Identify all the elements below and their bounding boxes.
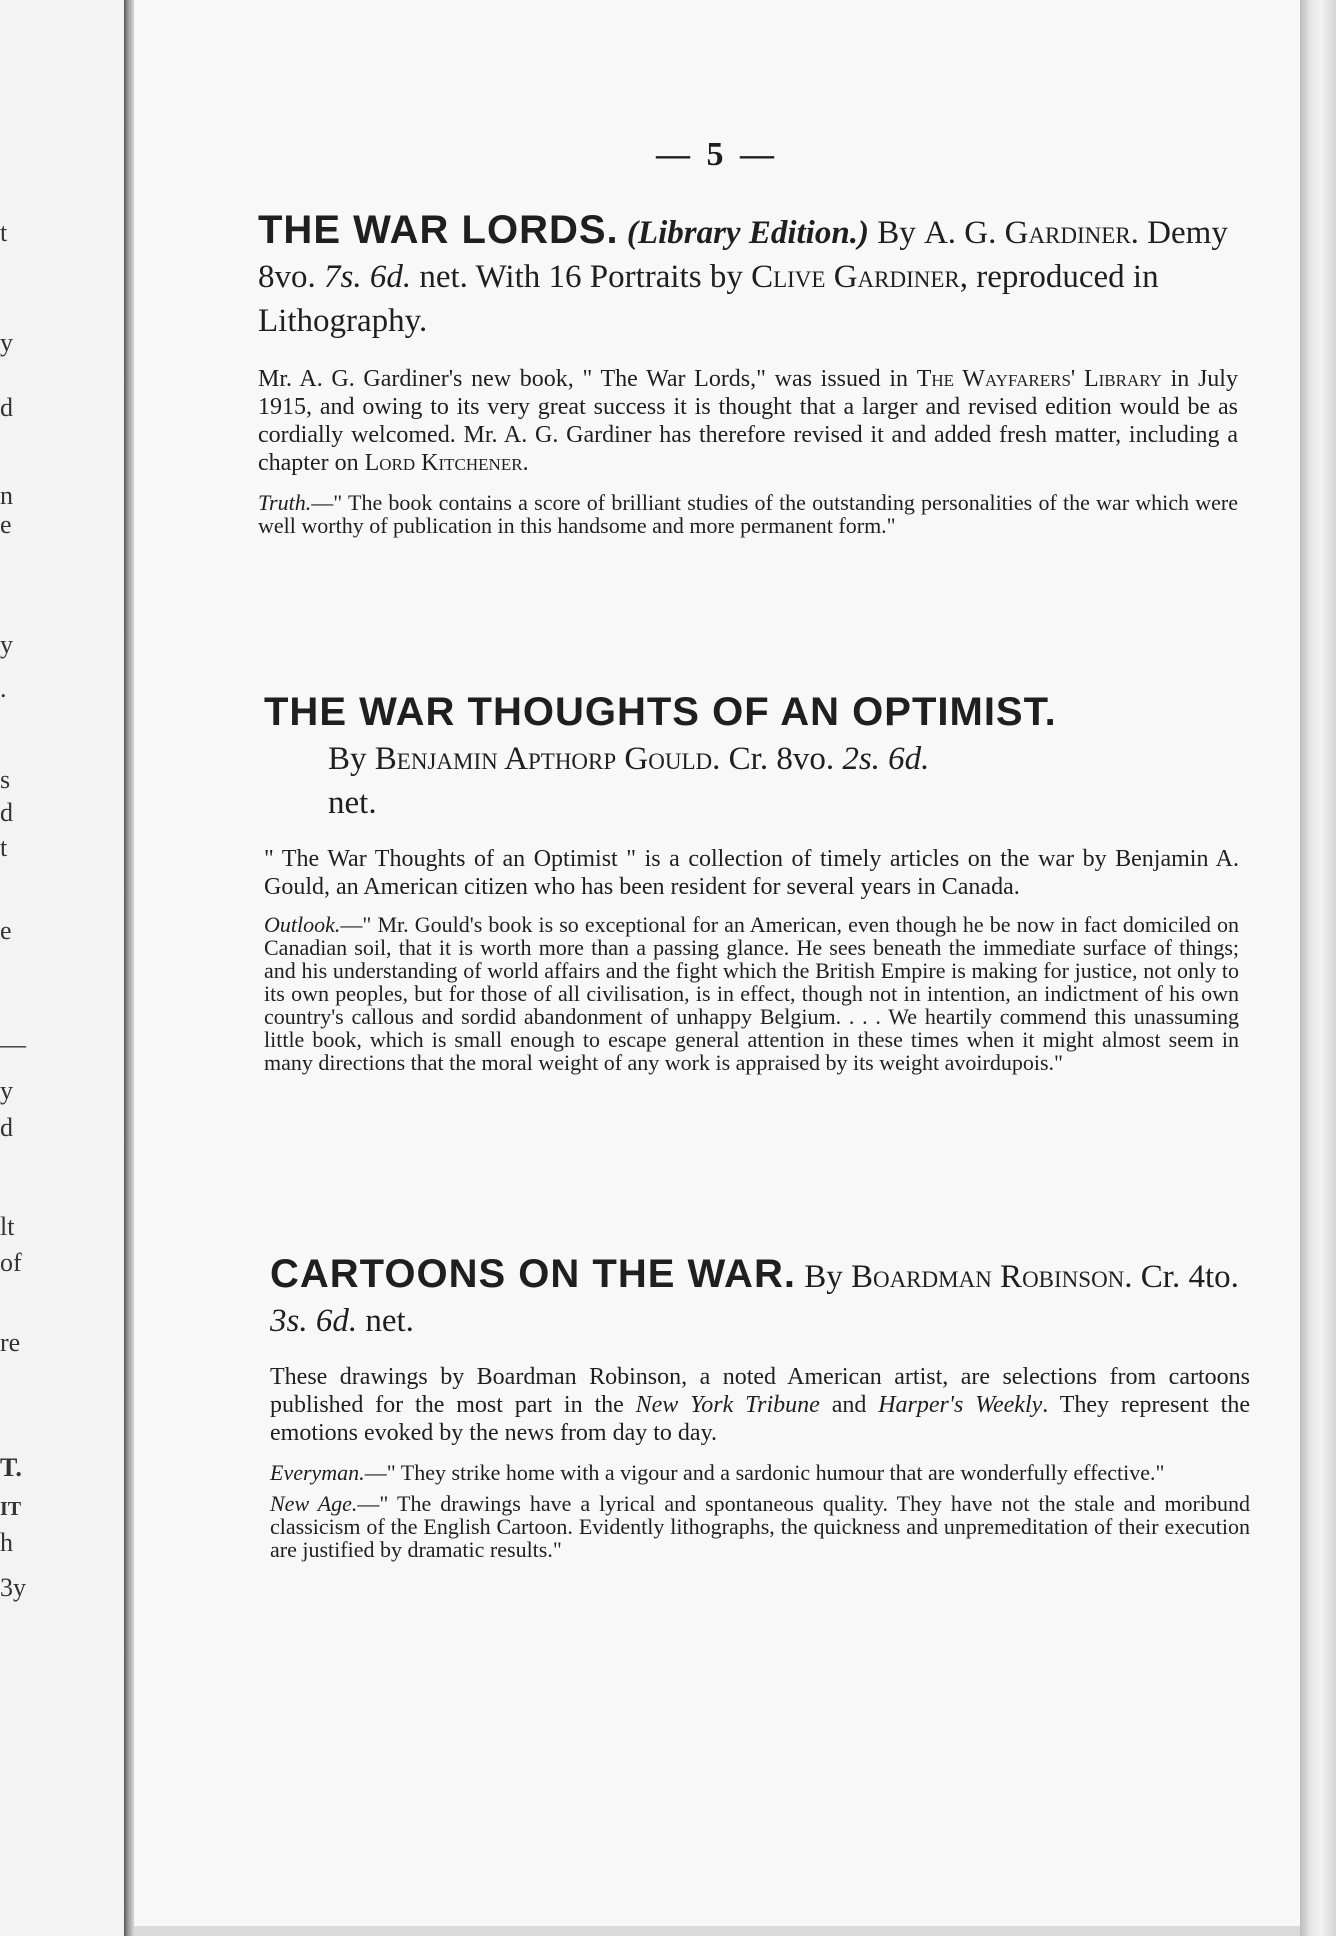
- series-name: The Wayfarers' Library: [916, 366, 1162, 392]
- page-edge: [1300, 0, 1336, 1936]
- review-source: Outlook.: [264, 912, 341, 937]
- book-entry-war-thoughts: [264, 690, 1239, 1074]
- margin-fragment: IT: [0, 1498, 22, 1520]
- description-text: and: [819, 1392, 879, 1418]
- publication-name: New York Tribune: [635, 1392, 820, 1418]
- book-format: Demy 8vo.: [258, 215, 1228, 295]
- margin-fragment: of: [0, 1248, 22, 1277]
- description-text: . They represent the emotions evoked by the news from day to day.: [270, 1392, 1251, 1446]
- margin-fragment: T.: [0, 1453, 22, 1482]
- review-quote: [264, 913, 1239, 1074]
- margin-fragment: t: [0, 218, 8, 247]
- price-suffix: net.: [365, 1303, 414, 1339]
- review-text: —" The drawings have a lyrical and spontaneous quality. They have not the stale and moribund classicism of the English Cartoon. Evidently lithographs, the quickness and unpremeditation of their execution are justified by dramatic results.": [270, 1491, 1250, 1562]
- margin-fragment: n: [0, 481, 13, 510]
- book-title: THE WAR THOUGHTS OF AN OPTIMIST.: [264, 690, 1057, 734]
- margin-fragment: y: [0, 328, 13, 357]
- book-format: Cr. 8vo.: [728, 741, 835, 777]
- book-title: THE WAR LORDS.: [258, 208, 619, 252]
- margin-fragment: d: [0, 1113, 13, 1142]
- author-name: Benjamin Apthorp Gould.: [374, 741, 721, 777]
- margin-fragment: re: [0, 1328, 21, 1357]
- margin-fragment: e: [0, 916, 12, 945]
- price-suffix: net.: [419, 259, 468, 295]
- margin-fragment: y: [0, 630, 13, 659]
- book-description: [258, 365, 1238, 477]
- margin-fragment: e: [0, 510, 12, 539]
- entry-heading: [258, 208, 1238, 343]
- author-name: Boardman Robinson.: [850, 1259, 1133, 1295]
- description-text: .: [522, 450, 529, 476]
- edition-note: (Library Edition.): [626, 215, 869, 251]
- page-bottom-edge: [134, 1926, 1300, 1936]
- book-title: CARTOONS ON THE WAR.: [270, 1252, 796, 1296]
- review-source: New Age.: [270, 1491, 358, 1516]
- book-price: 3s. 6d.: [270, 1303, 358, 1339]
- author-prefix: By: [804, 1259, 843, 1295]
- book-format: Cr. 4to.: [1140, 1259, 1239, 1295]
- margin-fragment: h: [0, 1528, 13, 1557]
- margin-fragment: s: [0, 765, 11, 794]
- chapter-name: Lord Kitchener: [364, 450, 523, 476]
- review-source: Everyman.: [270, 1460, 365, 1485]
- review-quote: [258, 491, 1238, 537]
- margin-fragment: —: [0, 1030, 26, 1059]
- book-entry-war-lords: [258, 208, 1238, 537]
- margin-fragment: lt: [0, 1212, 15, 1241]
- margin-fragment: d: [0, 393, 13, 422]
- margin-fragment: 3y: [0, 1573, 26, 1602]
- facing-page: [0, 0, 124, 1936]
- author-prefix: By: [328, 741, 367, 777]
- author-name: A. G. Gardiner.: [923, 215, 1139, 251]
- description-text: Mr. A. G. Gardiner's new book, " The War Lords," was issued in: [258, 366, 917, 392]
- book-price: 2s. 6d.: [842, 741, 930, 777]
- catalogue-page: [134, 0, 1300, 1926]
- review-text: —" The book contains a score of brilliant studies of the outstanding personalities of the war which were well worthy of publication in this handsome and more permanent form.": [258, 490, 1238, 538]
- review-quote: [270, 1492, 1250, 1561]
- page-number: — 5 —: [656, 136, 778, 173]
- book-description: " The War Thoughts of an Optimist " is a collection of timely articles on the war by Benjamin A. Gould, an American citizen who has been resident for several years in Canada.: [264, 846, 1239, 900]
- margin-fragment: .: [0, 674, 7, 703]
- author-prefix: By: [877, 215, 916, 251]
- review-text: —" Mr. Gould's book is so exceptional for an American, even though he be now in fact domiciled on Canadian soil, that it is worth more than a passing glance. He sees beneath the immediate surface of things; and his understanding of world affairs and the fight which the British Empire is making for justice, not only to its own peoples, but for those of all civilisation, is in effect, though not in intention, an indictment of his own country's callous and sordid abandonment of unhappy Belgium. . . . We heartily commend this unassuming little book, which is small enough to escape general attention in these times when it might almost seem in many directions that the moral weight of any work is appraised by its weight avoirdupois.": [264, 912, 1239, 1075]
- entry-heading: [270, 1252, 1250, 1343]
- book-description: [270, 1363, 1250, 1447]
- margin-fragment: t: [0, 833, 8, 862]
- extra-info: With 16 Portraits by: [475, 259, 743, 295]
- extra-info-tail: , reproduced in Lithography.: [258, 259, 1159, 339]
- margin-fragment: d: [0, 798, 13, 827]
- illustrator-name: Clive Gardiner: [751, 259, 960, 295]
- book-gutter: [124, 0, 134, 1936]
- publication-name: Harper's Weekly: [878, 1392, 1043, 1418]
- description-text: These drawings by Boardman Robinson, a noted American artist, are selections from cartoons published for the most part in the: [270, 1364, 1250, 1418]
- review-source: Truth.: [258, 490, 312, 515]
- review-text: —" They strike home with a vigour and a sardonic humour that are wonderfully effective.": [364, 1460, 1165, 1485]
- description-text: in July 1915, and owing to its very great success it is thought that a larger and revised edition would be as cordially welcomed. Mr. A. G. Gardiner has therefore revised it and added fresh matter, including a chapter on: [258, 366, 1238, 476]
- book-price: 7s. 6d.: [324, 259, 412, 295]
- margin-fragment: y: [0, 1076, 13, 1105]
- price-suffix: net.: [328, 785, 377, 821]
- entry-heading: [264, 690, 1239, 825]
- book-entry-cartoons: [270, 1252, 1250, 1561]
- review-quote: [270, 1461, 1250, 1484]
